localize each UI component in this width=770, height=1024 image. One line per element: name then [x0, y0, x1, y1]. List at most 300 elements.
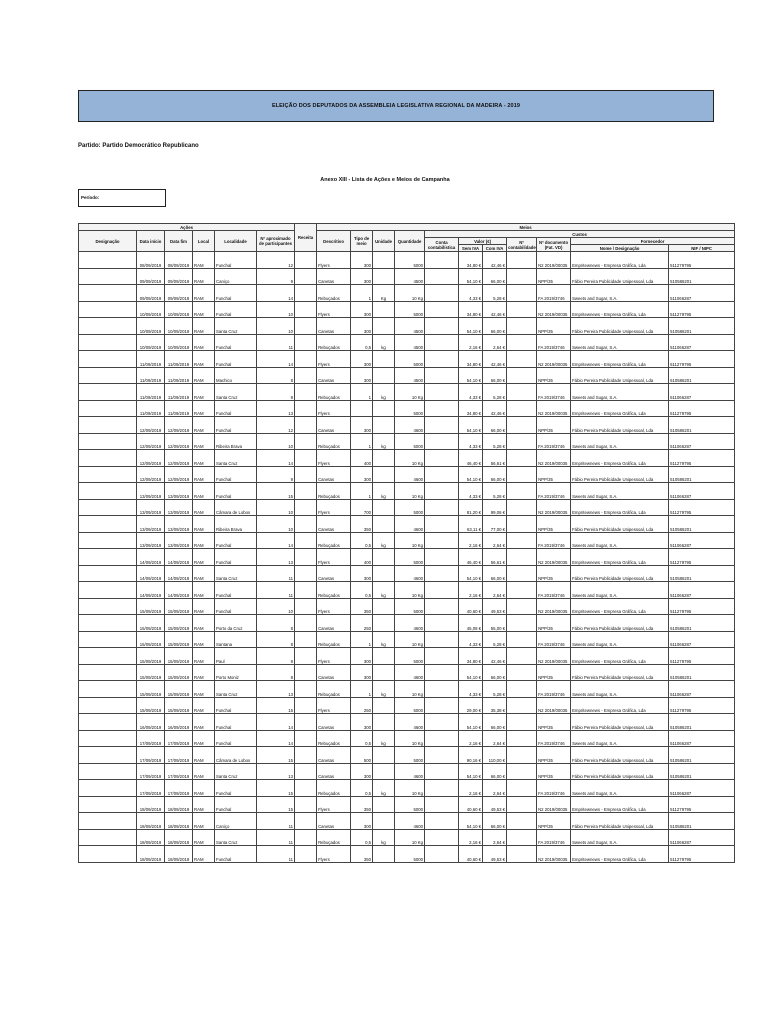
- row-conta: [425, 268, 459, 285]
- row-localidade: Paul: [215, 648, 257, 665]
- row-tipo-meio: 300: [351, 648, 373, 665]
- row-tipo-meio: 400: [351, 549, 373, 566]
- row-receita: [295, 631, 317, 648]
- row-receita: [295, 813, 317, 830]
- row-fornecedor-nome: Empritewnews - Empresa Gráfica, Lda: [571, 598, 669, 615]
- row-participants: 15: [257, 747, 295, 764]
- row-localidade: Santa Cruz: [215, 763, 257, 780]
- row-date-end: 09/09/2019: [165, 285, 193, 302]
- row-fornecedor-nif: 510586201: [669, 318, 735, 335]
- row-num-contab: [507, 384, 537, 401]
- row-com-iva: 66,00 €: [483, 714, 507, 731]
- row-quantidade: 5000: [395, 648, 425, 665]
- row-sem-iva: 54,10 €: [459, 268, 483, 285]
- row-num-doc: N2 2019/00035: [537, 351, 571, 368]
- row-participants: 8: [257, 367, 295, 384]
- row-num-doc: FA 2019/3746: [537, 631, 571, 648]
- row-fornecedor-nif: 511279795: [669, 846, 735, 863]
- row-quantidade: 5000: [395, 846, 425, 863]
- row-unidade: [373, 747, 395, 764]
- row-designacao: [79, 714, 137, 731]
- row-conta: [425, 631, 459, 648]
- row-conta: [425, 582, 459, 599]
- row-num-doc: FA 2019/3746: [537, 433, 571, 450]
- row-local: RAM: [193, 549, 215, 566]
- row-fornecedor-nif: 511066287: [669, 532, 735, 549]
- row-sem-iva: 4,33 €: [459, 681, 483, 698]
- row-fornecedor-nif: 511066287: [669, 334, 735, 351]
- row-local: RAM: [193, 582, 215, 599]
- row-fornecedor-nome: Empritewnews - Empresa Gráfica, Lda: [571, 846, 669, 863]
- row-conta: [425, 318, 459, 335]
- row-fornecedor-nif: 510586201: [669, 664, 735, 681]
- row-fornecedor-nif: 510586201: [669, 417, 735, 434]
- row-fornecedor-nome: Sweets and Sugar, S.A.: [571, 384, 669, 401]
- row-descritivo: Flyers: [317, 252, 351, 269]
- row-fornecedor-nif: 510586201: [669, 516, 735, 533]
- row-quantidade: 10 Kg: [395, 681, 425, 698]
- row-num-doc: FA 2019/3746: [537, 532, 571, 549]
- row-num-contab: [507, 631, 537, 648]
- row-participants: 11: [257, 829, 295, 846]
- row-quantidade: 4500: [395, 367, 425, 384]
- row-sem-iva: 54,10 €: [459, 367, 483, 384]
- header-tipo-meio: Tipo de meio: [351, 231, 373, 252]
- row-quantidade: 5000: [395, 598, 425, 615]
- row-descritivo: Rebuçados: [317, 730, 351, 747]
- row-participants: 11: [257, 846, 295, 863]
- row-num-contab: [507, 450, 537, 467]
- row-fornecedor-nif: 510586201: [669, 714, 735, 731]
- row-local: RAM: [193, 483, 215, 500]
- row-sem-iva: 2,16 €: [459, 780, 483, 797]
- row-date-end: 11/09/2019: [165, 351, 193, 368]
- row-conta: [425, 549, 459, 566]
- row-tipo-meio: 0,5: [351, 582, 373, 599]
- row-fornecedor-nif: 510586201: [669, 763, 735, 780]
- row-sem-iva: 2,16 €: [459, 582, 483, 599]
- row-com-iva: 66,00 €: [483, 763, 507, 780]
- row-designacao: [79, 780, 137, 797]
- row-conta: [425, 714, 459, 731]
- row-local: RAM: [193, 730, 215, 747]
- row-num-doc: N2 2019/00035: [537, 400, 571, 417]
- row-fornecedor-nome: Empritewnews - Empresa Gráfica, Lda: [571, 648, 669, 665]
- row-designacao: [79, 813, 137, 830]
- row-com-iva: 2,64 €: [483, 780, 507, 797]
- row-date-end: 13/09/2019: [165, 499, 193, 516]
- row-participants: 10: [257, 301, 295, 318]
- row-sem-iva: 54,10 €: [459, 466, 483, 483]
- row-com-iva: 49,53 €: [483, 846, 507, 863]
- table-row: [79, 615, 735, 632]
- row-sem-iva: 63,11 €: [459, 516, 483, 533]
- row-num-contab: [507, 483, 537, 500]
- row-date-end: 10/09/2019: [165, 318, 193, 335]
- table-row: [79, 796, 735, 813]
- row-local: RAM: [193, 763, 215, 780]
- row-com-iva: 5,28 €: [483, 681, 507, 698]
- row-descritivo: Canetas: [317, 565, 351, 582]
- table-row: [79, 351, 735, 368]
- row-fornecedor-nif: 511279795: [669, 648, 735, 665]
- row-designacao: [79, 483, 137, 500]
- row-local: RAM: [193, 351, 215, 368]
- row-participants: 12: [257, 252, 295, 269]
- row-date-start: 14/09/2019: [137, 582, 165, 599]
- row-localidade: Santa Cruz: [215, 318, 257, 335]
- row-com-iva: 2,64 €: [483, 730, 507, 747]
- row-fornecedor-nome: Fábio Pereira Publicidade Unipessoal, Lda: [571, 714, 669, 731]
- row-tipo-meio: 300: [351, 417, 373, 434]
- row-tipo-meio: 300: [351, 813, 373, 830]
- row-unidade: [373, 268, 395, 285]
- row-localidade: Santa Cruz: [215, 681, 257, 698]
- row-quantidade: 5000: [395, 499, 425, 516]
- row-designacao: [79, 829, 137, 846]
- row-num-doc: N2 2019/00035: [537, 598, 571, 615]
- row-local: RAM: [193, 846, 215, 863]
- header-nome: Nome / Designação: [571, 245, 669, 252]
- row-designacao: [79, 400, 137, 417]
- row-designacao: [79, 565, 137, 582]
- row-receita: [295, 714, 317, 731]
- row-sem-iva: 34,80 €: [459, 351, 483, 368]
- table-row: [79, 598, 735, 615]
- row-com-iva: 66,00 €: [483, 367, 507, 384]
- row-designacao: [79, 351, 137, 368]
- row-date-start: 14/09/2019: [137, 549, 165, 566]
- row-date-end: 13/09/2019: [165, 483, 193, 500]
- row-localidade: Funchal: [215, 351, 257, 368]
- row-conta: [425, 681, 459, 698]
- row-date-end: 09/09/2019: [165, 268, 193, 285]
- row-unidade: [373, 664, 395, 681]
- table-row: [79, 714, 735, 731]
- row-unidade: [373, 615, 395, 632]
- table-row: [79, 829, 735, 846]
- row-date-start: 18/09/2019: [137, 813, 165, 830]
- row-com-iva: 49,53 €: [483, 598, 507, 615]
- row-descritivo: Rebuçados: [317, 334, 351, 351]
- row-participants: 11: [257, 813, 295, 830]
- table-row: [79, 318, 735, 335]
- row-fornecedor-nome: Fábio Pereira Publicidade Unipessoal, Lda: [571, 367, 669, 384]
- row-num-contab: [507, 829, 537, 846]
- row-num-doc: NPP/35: [537, 318, 571, 335]
- header-custos: Custos: [425, 231, 735, 238]
- row-date-start: 09/09/2019: [137, 285, 165, 302]
- row-localidade: Funchal: [215, 780, 257, 797]
- row-conta: [425, 285, 459, 302]
- row-unidade: [373, 318, 395, 335]
- row-local: RAM: [193, 516, 215, 533]
- row-date-start: 16/09/2019: [137, 714, 165, 731]
- row-sem-iva: 40,60 €: [459, 796, 483, 813]
- row-local: RAM: [193, 400, 215, 417]
- row-tipo-meio: 300: [351, 466, 373, 483]
- row-descritivo: Flyers: [317, 697, 351, 714]
- row-com-iva: 66,00 €: [483, 318, 507, 335]
- row-num-doc: FA 2019/3746: [537, 384, 571, 401]
- table-row: [79, 747, 735, 764]
- row-date-start: 13/09/2019: [137, 499, 165, 516]
- row-tipo-meio: 0,5: [351, 780, 373, 797]
- row-designacao: [79, 697, 137, 714]
- row-fornecedor-nome: Empritewnews - Empresa Gráfica, Lda: [571, 351, 669, 368]
- row-fornecedor-nome: Empritewnews - Empresa Gráfica, Lda: [571, 697, 669, 714]
- row-tipo-meio: 1: [351, 384, 373, 401]
- row-unidade: kg: [373, 334, 395, 351]
- row-num-doc: FA 2019/3746: [537, 582, 571, 599]
- row-conta: [425, 252, 459, 269]
- row-descritivo: Rebuçados: [317, 433, 351, 450]
- row-date-end: 14/09/2019: [165, 549, 193, 566]
- row-com-iva: 55,00 €: [483, 615, 507, 632]
- row-date-start: 08/09/2019: [137, 252, 165, 269]
- row-num-contab: [507, 301, 537, 318]
- row-descritivo: Canetas: [317, 615, 351, 632]
- row-participants: 10: [257, 516, 295, 533]
- row-descritivo: Rebuçados: [317, 681, 351, 698]
- row-num-doc: N2 2019/00035: [537, 648, 571, 665]
- row-unidade: kg: [373, 384, 395, 401]
- table-row: [79, 252, 735, 269]
- row-unidade: kg: [373, 631, 395, 648]
- row-quantidade: 4600: [395, 466, 425, 483]
- row-date-end: 15/09/2019: [165, 697, 193, 714]
- row-sem-iva: 46,40 €: [459, 450, 483, 467]
- document-title: ELEIÇÃO DOS DEPUTADOS DA ASSEMBLEIA LEGISLATIVA REGIONAL DA MADEIRA - 2019: [78, 90, 714, 122]
- table-row: [79, 532, 735, 549]
- row-participants: 11: [257, 582, 295, 599]
- row-date-start: 11/09/2019: [137, 367, 165, 384]
- header-meios: Meios: [317, 224, 735, 231]
- row-num-contab: [507, 763, 537, 780]
- row-designacao: [79, 417, 137, 434]
- row-unidade: [373, 516, 395, 533]
- row-fornecedor-nif: 511279795: [669, 450, 735, 467]
- header-designacao: Designação: [79, 231, 137, 252]
- row-unidade: [373, 450, 395, 467]
- row-date-start: 17/09/2019: [137, 747, 165, 764]
- row-descritivo: Canetas: [317, 367, 351, 384]
- period-box: Período:: [78, 189, 166, 207]
- table-row: [79, 565, 735, 582]
- row-com-iva: 66,00 €: [483, 565, 507, 582]
- table-row: [79, 664, 735, 681]
- row-com-iva: 42,46 €: [483, 400, 507, 417]
- row-participants: 12: [257, 417, 295, 434]
- row-num-doc: N2 2019/00035: [537, 549, 571, 566]
- row-fornecedor-nome: Sweets and Sugar, S.A.: [571, 334, 669, 351]
- row-quantidade: 4600: [395, 813, 425, 830]
- row-localidade: Câmara de Lobos: [215, 747, 257, 764]
- row-tipo-meio: 0,5: [351, 334, 373, 351]
- row-unidade: [373, 697, 395, 714]
- row-fornecedor-nome: Sweets and Sugar, S.A.: [571, 285, 669, 302]
- table-row: [79, 483, 735, 500]
- row-date-end: 18/09/2019: [165, 846, 193, 863]
- row-fornecedor-nome: Fábio Pereira Publicidade Unipessoal, Lda: [571, 813, 669, 830]
- row-date-start: 17/09/2019: [137, 730, 165, 747]
- row-descritivo: Canetas: [317, 813, 351, 830]
- table-row: [79, 631, 735, 648]
- row-unidade: kg: [373, 582, 395, 599]
- row-fornecedor-nif: 510586201: [669, 615, 735, 632]
- row-quantidade: 4500: [395, 318, 425, 335]
- row-fornecedor-nif: 510586201: [669, 268, 735, 285]
- row-date-start: 11/09/2019: [137, 351, 165, 368]
- row-unidade: [373, 598, 395, 615]
- row-num-contab: [507, 417, 537, 434]
- row-receita: [295, 697, 317, 714]
- party-name: Partido: Partido Democrático Republicano: [78, 143, 199, 149]
- row-quantidade: 5000: [395, 400, 425, 417]
- row-designacao: [79, 730, 137, 747]
- row-sem-iva: 54,10 €: [459, 417, 483, 434]
- row-descritivo: Canetas: [317, 664, 351, 681]
- row-num-contab: [507, 697, 537, 714]
- header-data-inicio: Data início: [137, 231, 165, 252]
- row-date-start: 15/09/2019: [137, 615, 165, 632]
- row-receita: [295, 466, 317, 483]
- row-local: RAM: [193, 681, 215, 698]
- header-sem-iva: Sem IVA: [459, 245, 483, 252]
- row-quantidade: 10 Kg: [395, 285, 425, 302]
- row-date-start: 15/09/2019: [137, 648, 165, 665]
- row-conta: [425, 417, 459, 434]
- row-localidade: Funchal: [215, 466, 257, 483]
- row-com-iva: 42,46 €: [483, 301, 507, 318]
- row-conta: [425, 664, 459, 681]
- row-com-iva: 2,64 €: [483, 582, 507, 599]
- row-receita: [295, 796, 317, 813]
- header-com-iva: Com IVA: [483, 245, 507, 252]
- row-date-start: 13/09/2019: [137, 532, 165, 549]
- row-conta: [425, 780, 459, 797]
- row-participants: 15: [257, 697, 295, 714]
- row-com-iva: 56,61 €: [483, 549, 507, 566]
- header-valor: Valor (€): [459, 238, 507, 245]
- row-tipo-meio: 250: [351, 697, 373, 714]
- row-sem-iva: 4,33 €: [459, 285, 483, 302]
- row-descritivo: Flyers: [317, 846, 351, 863]
- row-conta: [425, 483, 459, 500]
- row-localidade: Santa Cruz: [215, 450, 257, 467]
- header-nif: NIF / NIPC: [669, 245, 735, 252]
- row-com-iva: 66,00 €: [483, 813, 507, 830]
- row-num-doc: NPP/35: [537, 268, 571, 285]
- row-participants: 11: [257, 565, 295, 582]
- row-quantidade: 4600: [395, 714, 425, 731]
- row-conta: [425, 466, 459, 483]
- row-quantidade: 10 Kg: [395, 631, 425, 648]
- row-com-iva: 66,00 €: [483, 466, 507, 483]
- row-date-end: 18/09/2019: [165, 796, 193, 813]
- row-num-doc: N2 2019/00035: [537, 301, 571, 318]
- row-date-end: 11/09/2019: [165, 367, 193, 384]
- row-tipo-meio: 0,5: [351, 532, 373, 549]
- row-fornecedor-nome: Fábio Pereira Publicidade Unipessoal, Lda: [571, 763, 669, 780]
- row-num-doc: NPP/35: [537, 714, 571, 731]
- row-participants: 11: [257, 334, 295, 351]
- row-fornecedor-nif: 511066287: [669, 384, 735, 401]
- table-row: [79, 268, 735, 285]
- row-localidade: Câmara de Lobos: [215, 499, 257, 516]
- row-fornecedor-nif: 511279795: [669, 499, 735, 516]
- row-sem-iva: 2,16 €: [459, 334, 483, 351]
- row-receita: [295, 615, 317, 632]
- row-participants: 10: [257, 598, 295, 615]
- row-participants: 9: [257, 466, 295, 483]
- row-descritivo: Rebuçados: [317, 285, 351, 302]
- row-localidade: Funchal: [215, 417, 257, 434]
- row-localidade: Funchal: [215, 285, 257, 302]
- row-quantidade: 10 Kg: [395, 582, 425, 599]
- row-tipo-meio: 400: [351, 450, 373, 467]
- row-num-doc: N2 2019/00035: [537, 252, 571, 269]
- row-fornecedor-nome: Empritewnews - Empresa Gráfica, Lda: [571, 301, 669, 318]
- campaign-table: [78, 223, 735, 863]
- row-quantidade: 4600: [395, 615, 425, 632]
- row-participants: 14: [257, 714, 295, 731]
- row-designacao: [79, 549, 137, 566]
- row-date-start: 13/09/2019: [137, 516, 165, 533]
- row-local: RAM: [193, 450, 215, 467]
- row-conta: [425, 532, 459, 549]
- row-unidade: [373, 499, 395, 516]
- row-date-end: 15/09/2019: [165, 615, 193, 632]
- row-fornecedor-nif: 511279795: [669, 400, 735, 417]
- row-com-iva: 49,53 €: [483, 796, 507, 813]
- row-conta: [425, 730, 459, 747]
- row-conta: [425, 499, 459, 516]
- table-row: [79, 400, 735, 417]
- row-participants: 13: [257, 763, 295, 780]
- row-num-contab: [507, 433, 537, 450]
- row-tipo-meio: 1: [351, 433, 373, 450]
- row-designacao: [79, 648, 137, 665]
- row-receita: [295, 400, 317, 417]
- row-local: RAM: [193, 565, 215, 582]
- row-tipo-meio: 700: [351, 499, 373, 516]
- header-conta: Conta contabilística: [425, 238, 459, 252]
- row-date-end: 13/09/2019: [165, 516, 193, 533]
- row-receita: [295, 565, 317, 582]
- row-num-doc: FA 2019/3746: [537, 829, 571, 846]
- header-localidade: Localidade: [215, 231, 257, 252]
- row-local: RAM: [193, 664, 215, 681]
- row-num-contab: [507, 351, 537, 368]
- row-date-start: 17/09/2019: [137, 780, 165, 797]
- row-fornecedor-nif: 510586201: [669, 565, 735, 582]
- row-fornecedor-nome: Fábio Pereira Publicidade Unipessoal, Lda: [571, 615, 669, 632]
- row-participants: 15: [257, 796, 295, 813]
- row-num-doc: FA 2019/3746: [537, 285, 571, 302]
- row-num-contab: [507, 582, 537, 599]
- row-num-contab: [507, 268, 537, 285]
- table-row: [79, 367, 735, 384]
- row-localidade: Funchal: [215, 549, 257, 566]
- row-quantidade: 5000: [395, 697, 425, 714]
- row-fornecedor-nif: 511279795: [669, 598, 735, 615]
- row-fornecedor-nome: Fábio Pereira Publicidade Unipessoal, Lda: [571, 318, 669, 335]
- row-tipo-meio: 350: [351, 846, 373, 863]
- row-localidade: Funchal: [215, 582, 257, 599]
- row-descritivo: Flyers: [317, 450, 351, 467]
- row-sem-iva: 40,60 €: [459, 598, 483, 615]
